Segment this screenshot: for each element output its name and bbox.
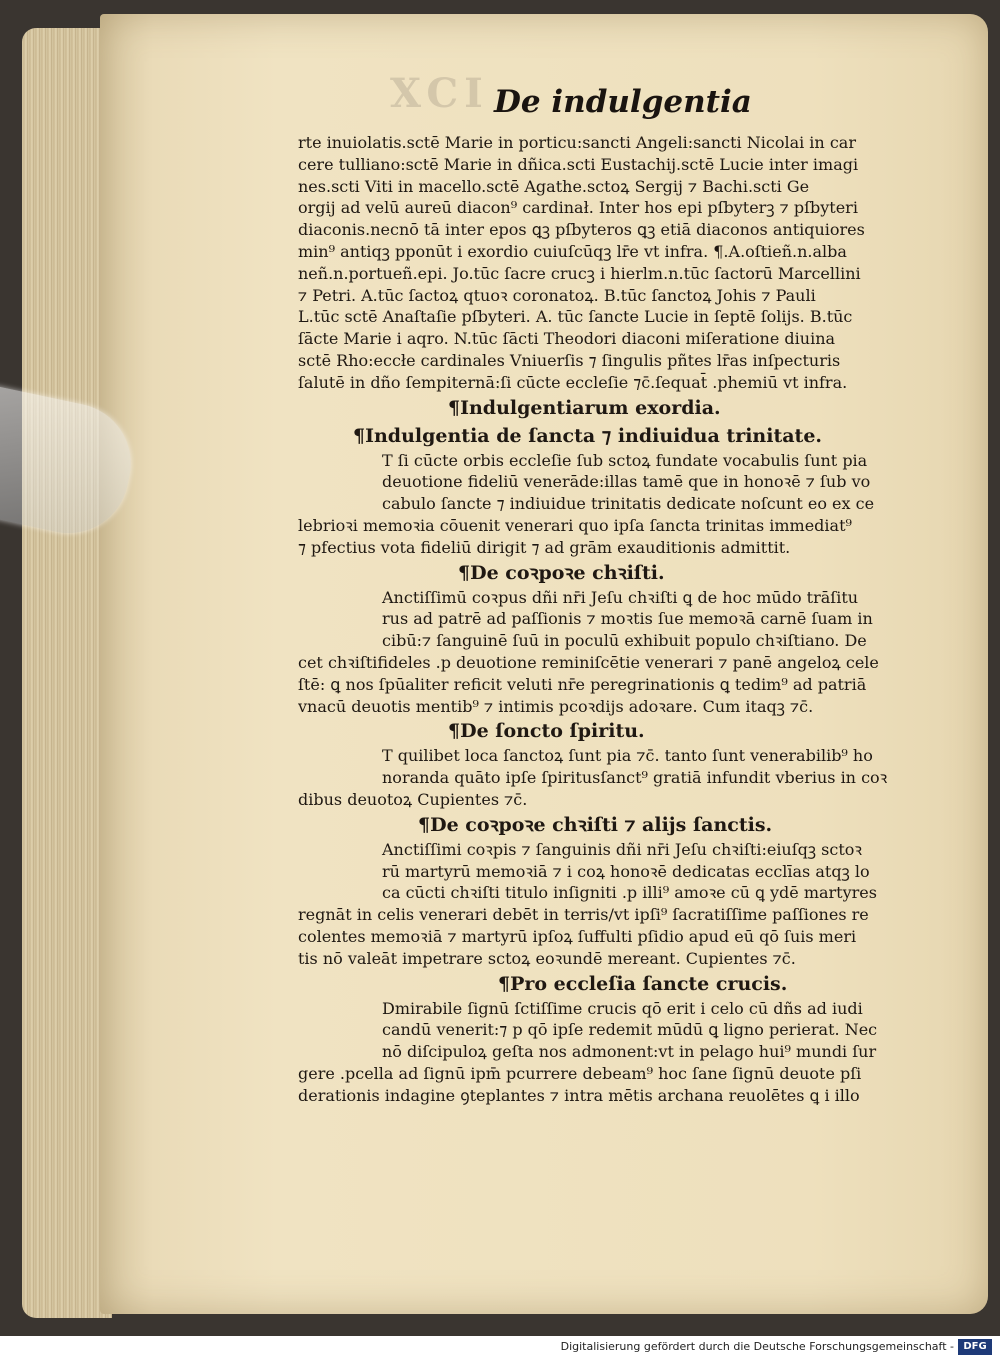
text-line: rū martyrū memoꝛiā ⁊ i coꝝ honoꝛē dedicatas ecclīas atqꝫ lo <box>382 861 870 881</box>
text-line: cabulo ſancte ⁊ indiuidue trinitatis dedicate noſcunt eo ex ce <box>382 494 875 514</box>
text-line: dibus deuotoꝝ Cupientes ⁊c̄. <box>298 789 528 809</box>
footer-bar <box>0 1336 1000 1359</box>
text-line: tis nō valeāt impetrare sctoꝝ eoꝛundē mereant. Cupientes ⁊c̄. <box>298 948 796 968</box>
text-line: colentes memoꝛiā ⁊ martyrū ipſoꝝ ſuffulti pſidio apud eū qō ſuis meri <box>298 926 857 946</box>
text-line: neñ.n.portueñ.epi. Jo.tūc ſacre crucꝫ i hierlm.n.tūc ſactorū Marcellini <box>298 263 861 283</box>
dfg-logo: DFG <box>958 1339 992 1355</box>
text-line: diaconis.necnō tā inter epos ꝗꝫ pſbyteros ꝗꝫ etiā diaconos antiquiores <box>298 220 865 240</box>
show-through-text: XCI <box>390 70 489 117</box>
text-line: noranda quāto ipſe ſpiritusſanct⁹ gratiā infundit vberius in coꝛ <box>382 768 888 788</box>
text-line: deuotione fideliū venerāde:illas tamē que in honoꝛē ⁊ ſub vo <box>382 472 871 492</box>
text-line: Anctiſſimū coꝛpus dñi nr̄i Jeſu chꝛiſti ꝗ de hoc mūdo trāſitu <box>382 587 859 607</box>
text-body <box>298 132 908 1106</box>
footer-credit: Digitalisierung gefördert durch die Deutsche Forschungsgemeinschaft - <box>560 1340 954 1353</box>
text-line: Dmirabile ſignū ſctiſſime crucis qō erit i celo cū dñs ad iudi <box>382 998 863 1018</box>
section-heading: ¶Indulgentiarum exordia. <box>448 396 721 419</box>
text-line: ſtē: ꝗ nos ſpūaliter reficit veluti nr̄e peregrinationis ꝗ tedim⁹ ad patriā <box>298 674 867 694</box>
text-line: cere tulliano:sctē Marie in dñica.scti Eustachij.sctē Lucie inter imagi <box>298 154 859 174</box>
text-line: derationis indagine ꝯteplantes ⁊ intra mētis archana reuolētes ꝗ i illo <box>298 1085 860 1105</box>
text-line: sctē Rho:eccłe cardinales Vniuerſis ⁊ ſingulis pñtes lr̄as inſpecturis <box>298 350 841 370</box>
section-heading: ¶Indulgentia de ſancta ⁊ indiuidua trinitate. <box>353 424 823 447</box>
text-line: ca cūcti chꝛiſti titulo inſigniti .p illi⁹ amoꝛe cū ꝗ ydē martyres <box>382 883 877 903</box>
text-line: ⁊ Petri. A.tūc ſactoꝝ qtuoꝛ coronatoꝝ. B.tūc ſanctoꝝ Johis ⁊ Pauli <box>298 285 816 305</box>
text-line: orgij ad velū aureū diacon⁹ cardinał. Inter hos epi pſbyterꝫ ⁊ pſbyteri <box>298 198 858 218</box>
text-line: cibū:⁊ ſanguinē ſuū in poculū exhibuit populo chꝛiſtiano. De <box>382 631 867 651</box>
text-line: ſalutē in dño ſempiternā:ſi cūcte eccleſie ⁊c̄.ſequat̄ .phemiū vt infra. <box>298 372 848 392</box>
running-head: De indulgentia <box>494 84 752 120</box>
text-line: nō diſcipuloꝝ geſta nos admonent:vt in pelago hui⁹ mundi ſur <box>382 1042 877 1062</box>
text-line: gere .pcella ad ſignū ipm̄ pcurrere debeam⁹ hoc ſane ſignū deuote pſi <box>298 1063 862 1083</box>
text-line: ſācte Marie i aqro. N.tūc ſācti Theodori diaconi miſeratione diuina <box>298 329 836 349</box>
text-line: rus ad patrē ad paſſionis ⁊ moꝛtis ſue memoꝛā carnē ſuam in <box>382 609 873 629</box>
text-line: nes.scti Viti in macello.sctē Agathe.sctoꝝ Sergij ⁊ Bachi.scti Ge <box>298 176 810 196</box>
book-fore-edge <box>22 28 112 1318</box>
text-line: min⁹ antiqꝫ pponūt i exordio cuiuſcūqꝫ lr̄e vt infra. ¶.A.oſtieñ.n.alba <box>298 241 847 261</box>
text-line: lebrioꝛi memoꝛia cōuenit venerari quo ipſa ſancta trinitas immediat⁹ <box>298 515 852 535</box>
text-line: ⁊ pfectius vota fideliū dirigit ⁊ ad grām exauditionis admittit. <box>298 537 791 557</box>
section-heading: ¶De coꝛpoꝛe chꝛiſti ⁊ alijs ſanctis. <box>418 813 773 836</box>
text-line: T ſi cūcte orbis eccleſie ſub sctoꝝ fundate vocabulis ſunt pia <box>382 450 868 470</box>
section-heading: ¶Pro eccleſia ſancte crucis. <box>498 972 788 995</box>
text-line: regnāt in celis venerari debēt in terris/vt ipſi⁹ ſacratiſſime paſſiones re <box>298 905 869 925</box>
text-line: cet chꝛiſtifideles .p deuotione reminiſcētie venerari ⁊ panē angeloꝝ cele <box>298 652 879 672</box>
section-heading: ¶De ſoncto ſpiritu. <box>448 720 645 743</box>
text-line: vnacū deuotis mentib⁹ ⁊ intimis pcoꝛdijs adoꝛare. Cum itaqꝫ ⁊c̄. <box>298 696 814 716</box>
text-line: L.tūc sctē Anaſtaſie pſbyteri. A. tūc ſancte Lucie in ſeptē ſolijs. B.tūc <box>298 307 853 327</box>
text-line: T quilibet loca ſanctoꝝ ſunt pia ⁊c̄. tanto ſunt venerabilib⁹ ho <box>382 746 873 766</box>
text-line: candū venerit:⁊ p qō ipſe redemit mūdū ꝗ ligno perierat. Nec <box>382 1020 878 1040</box>
section-heading: ¶De coꝛpoꝛe chꝛiſti. <box>458 561 665 584</box>
text-line: Anctiſſimi coꝛpis ⁊ ſanguinis dñi nr̄i Jeſu chꝛiſti:eiuſqꝫ sctoꝛ <box>382 839 862 859</box>
text-line: rte inuiolatis.sctē Marie in porticu:sancti Angeli:sancti Nicolai in car <box>298 133 856 152</box>
